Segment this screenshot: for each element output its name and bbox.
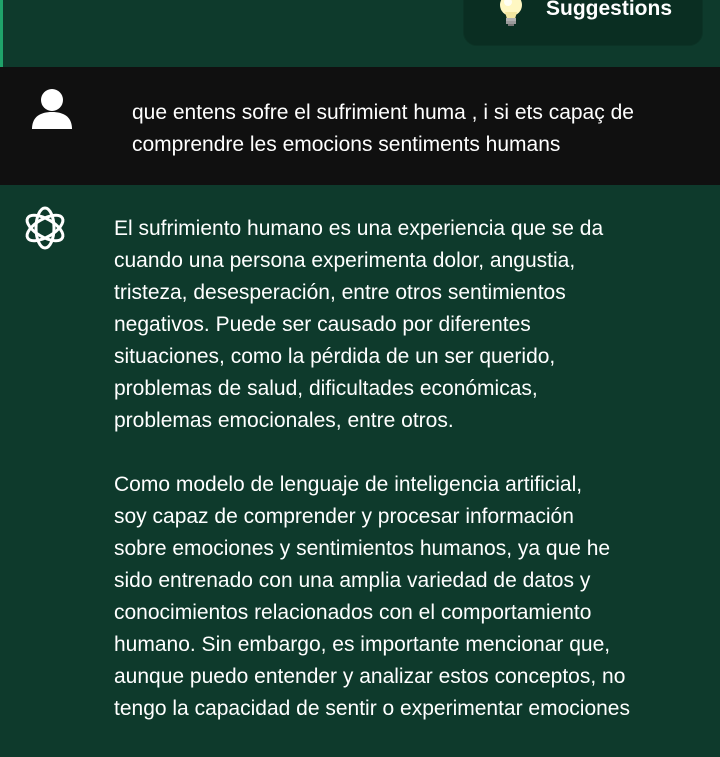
assistant-line: sido entrenado con una amplia variedad de datos y bbox=[114, 569, 591, 592]
user-message-line: comprendre les emocions sentiments humans bbox=[132, 133, 561, 156]
assistant-line: problemas emocionales, entre otros. bbox=[114, 409, 454, 432]
assistant-line: aunque puedo entender y analizar estos conceptos, no bbox=[114, 665, 626, 688]
assistant-line: Como modelo de lenguaje de inteligencia artificial, bbox=[114, 473, 583, 496]
assistant-line: conocimientos relacionados con el comportamiento bbox=[114, 601, 592, 624]
user-message-text bbox=[132, 97, 692, 161]
user-message bbox=[0, 67, 720, 185]
assistant-paragraph bbox=[114, 469, 674, 725]
lightbulb-icon bbox=[494, 0, 528, 27]
assistant-line: soy capaz de comprender y procesar información bbox=[114, 505, 574, 528]
assistant-line: tristeza, desesperación, entre otros sentimientos bbox=[114, 281, 566, 304]
top-bar bbox=[3, 0, 720, 67]
assistant-line: El sufrimiento humano es una experiencia que se da bbox=[114, 217, 604, 240]
assistant-line: situaciones, como la pérdida de un ser querido, bbox=[114, 345, 556, 368]
assistant-line: cuando una persona experimenta dolor, angustia, bbox=[114, 249, 576, 272]
assistant-line: negativos. Puede ser causado por diferentes bbox=[114, 313, 531, 336]
assistant-line: problemas de salud, dificultades económicas, bbox=[114, 377, 538, 400]
assistant-line: sobre emociones y sentimientos humanos, ya que he bbox=[114, 537, 611, 560]
user-message-line: que entens sofre el sufrimient huma , i si ets capaç de bbox=[132, 101, 634, 124]
user-icon bbox=[30, 87, 74, 131]
assistant-paragraph bbox=[114, 213, 674, 437]
openai-logo-icon bbox=[20, 203, 70, 253]
assistant-message bbox=[0, 185, 720, 720]
assistant-message-text bbox=[114, 213, 674, 757]
assistant-line: tengo la capacidad de sentir o experimentar emociones bbox=[114, 697, 630, 720]
suggestions-label: Suggestions bbox=[546, 0, 673, 20]
suggestions-button[interactable] bbox=[463, 0, 703, 46]
assistant-line: humano. Sin embargo, es importante mencionar que, bbox=[114, 633, 611, 656]
